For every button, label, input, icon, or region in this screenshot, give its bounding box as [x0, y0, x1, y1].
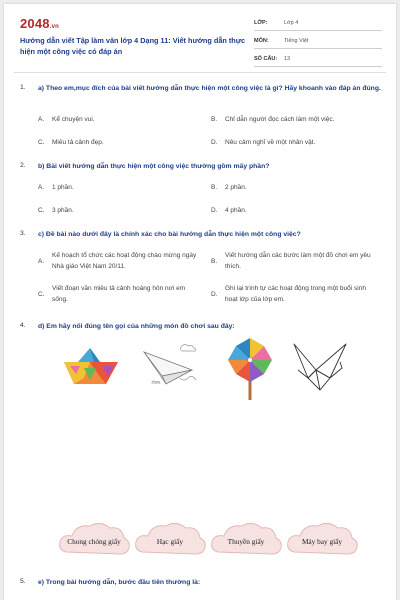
option-letter: A. [38, 116, 45, 123]
option-text: 4 phần. [225, 207, 247, 214]
meta-label: MÔN: [254, 38, 269, 44]
option-letter: B. [211, 184, 218, 191]
logo-main: 2048 [20, 16, 50, 31]
pinwheel-icon [226, 336, 274, 400]
option-text: Nêu cảm nghĩ về một nhân vật. [225, 139, 316, 146]
option-text: 2 phần. [225, 184, 247, 191]
option-text: Miêu tả cảnh đẹp. [52, 139, 104, 146]
paper-crane-icon [290, 340, 350, 394]
option-letter: C. [38, 291, 45, 298]
cloud-label-2[interactable] [132, 520, 208, 558]
header-divider [14, 72, 386, 73]
site-logo[interactable] [20, 16, 59, 31]
cloud-text: Thuyền giấy [227, 537, 265, 546]
meta-row-count [254, 52, 382, 67]
question-text: d) Em hãy nối đúng tên gọi của những món đồ chơi sau đây: [38, 323, 235, 330]
option-text: Kể chuyện vui. [52, 116, 95, 123]
option-letter: C. [38, 139, 45, 146]
meta-row-class [254, 16, 382, 31]
logo-suffix: .vn [49, 24, 60, 30]
question-number: 1. [20, 84, 26, 91]
question-text: c) Đề bài nào dưới đây là chính xác cho bài hướng dẫn thực hiện một công việc? [38, 231, 301, 238]
option-letter: B. [211, 258, 218, 265]
question-number: 4. [20, 322, 26, 329]
question-text: e) Trong bài hướng dẫn, bước đầu tiên thường là: [38, 579, 201, 586]
option-letter: C. [38, 207, 45, 214]
meta-value: Tiếng Việt [284, 38, 309, 44]
paper-boat-icon [60, 344, 122, 392]
meta-panel [254, 16, 382, 67]
document-title: Hướng dẫn viết Tập làm văn lớp 4 Dạng 11: Viết hướng dẫn thực hiện một công việc có đáp án [20, 36, 246, 56]
meta-label: LỚP: [254, 20, 268, 26]
question-number: 3. [20, 230, 26, 237]
cloud-label-3[interactable] [208, 520, 284, 558]
cloud-label-4[interactable] [284, 520, 360, 558]
option-letter: D. [211, 291, 218, 298]
meta-value: 13 [284, 56, 291, 62]
cloud-label-1[interactable] [56, 520, 132, 558]
option-text: 3 phần. [52, 207, 74, 214]
option-letter: B. [211, 116, 218, 123]
option-text: Ghi lại trình tự các hoạt động trong một buổi sinh hoạt lớp của lớp em. [225, 285, 366, 303]
meta-value: Lớp 4 [284, 20, 299, 26]
option-text: 1 phần. [52, 184, 74, 191]
cloud-text: Chong chóng giấy [67, 537, 121, 546]
option-text: Kế hoạch tổ chức các hoạt động chào mừng ngày Nhà giáo Việt Nam 20/11. [52, 252, 197, 270]
option-text: Viết hướng dẫn các bước làm một đồ chơi em yêu thích. [225, 252, 371, 270]
cloud-text: Máy bay giấy [301, 537, 343, 546]
meta-label: SỐ CÂU: [254, 56, 278, 62]
option-letter: A. [38, 258, 45, 265]
meta-row-subject [254, 34, 382, 49]
option-letter: D. [211, 207, 218, 214]
question-text: b) Bài viết hướng dẫn thực hiện một công việc thường gồm mấy phần? [38, 163, 270, 170]
option-text: Chỉ dẫn người đọc cách làm một việc. [225, 116, 335, 123]
question-number: 5. [20, 578, 26, 585]
question-text: a) Theo em,mục đích của bài viết hướng dẫn thực hiện một công việc là gì? Hãy khoanh vào đáp án đúng. [38, 85, 381, 92]
option-text: Viết đoạn văn miêu tả cảnh hoàng hôn nơi em sống. [52, 285, 186, 303]
worksheet-page [4, 4, 396, 600]
option-letter: D. [211, 139, 218, 146]
cloud-text: Hạc giấy [156, 537, 184, 546]
option-letter: A. [38, 184, 45, 191]
paper-airplane-icon [140, 342, 206, 390]
question-number: 2. [20, 162, 26, 169]
